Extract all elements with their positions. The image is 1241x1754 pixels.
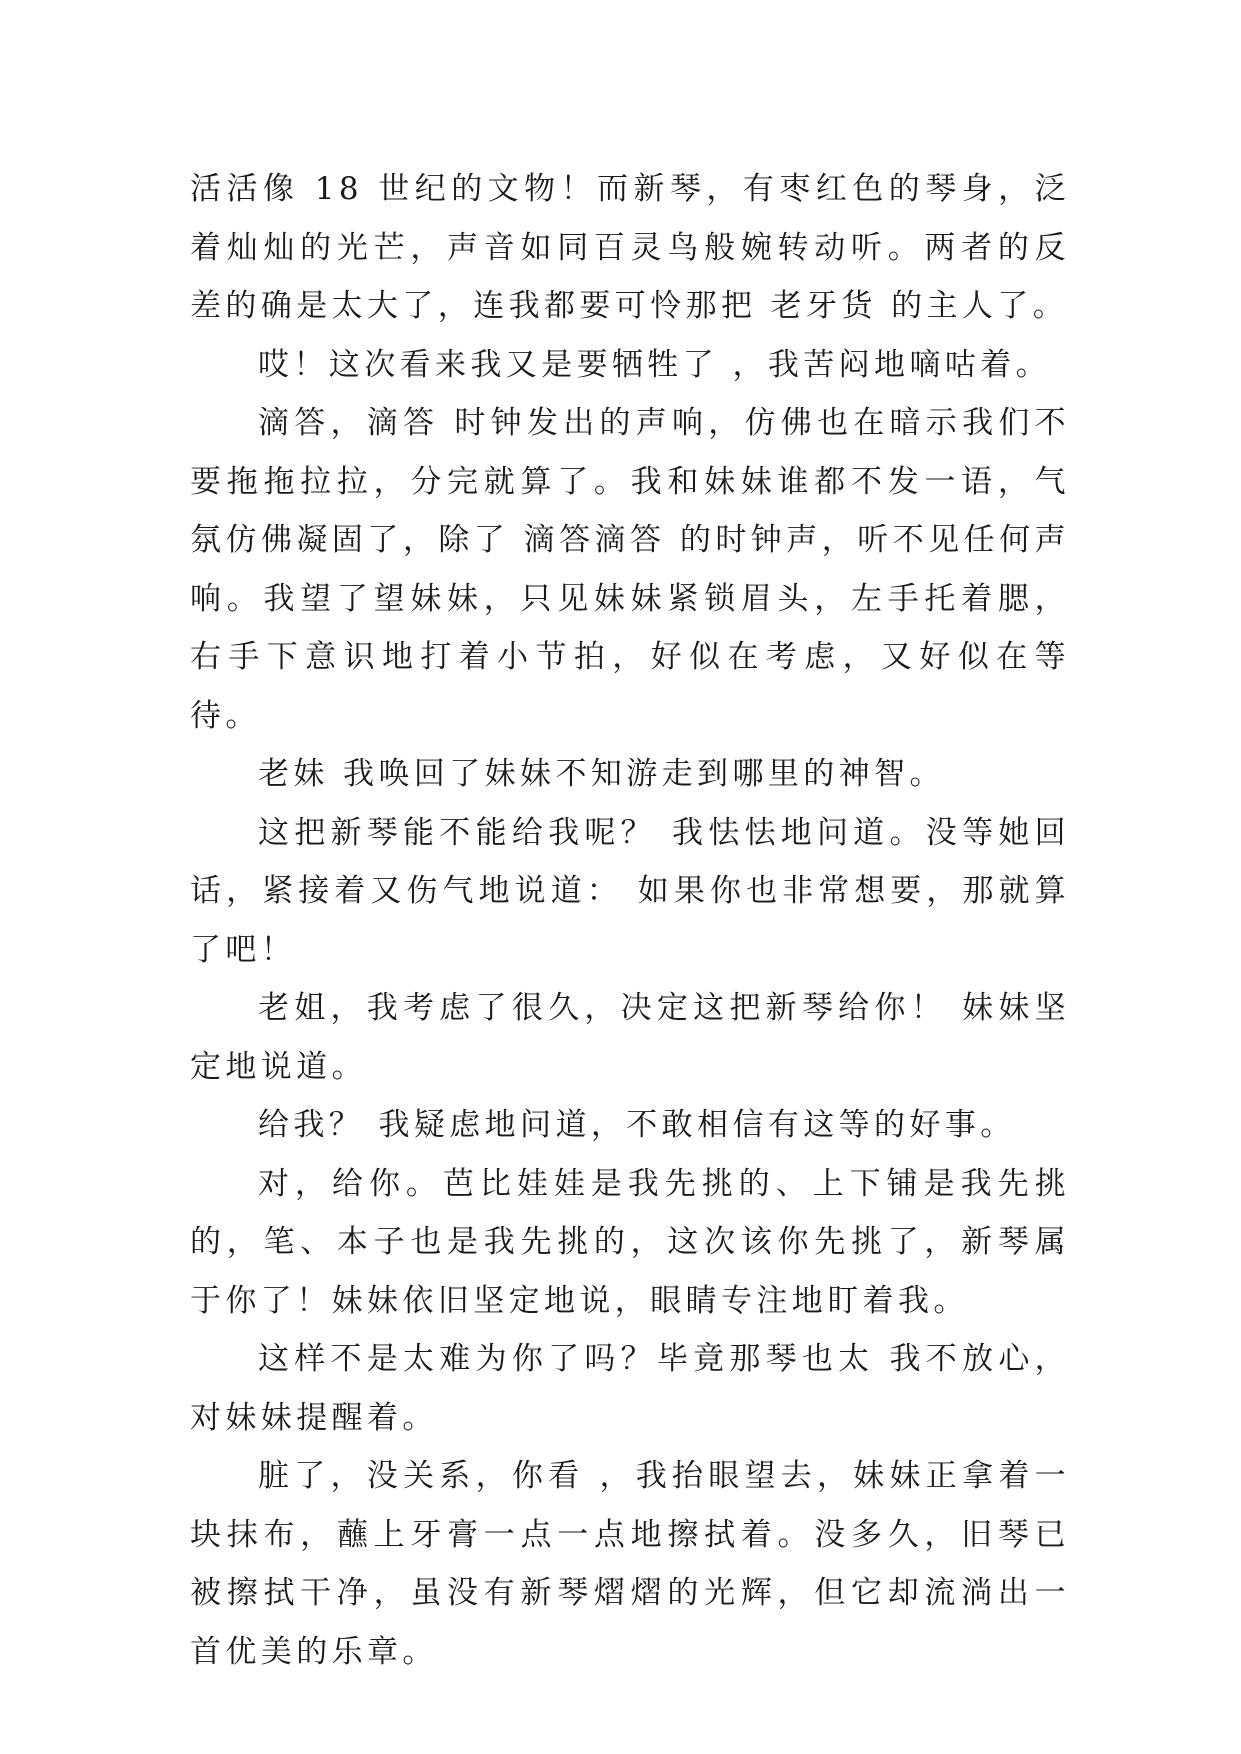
paragraph-continuation: 活活像 18 世纪的文物！而新琴，有枣红色的琴身，泛着灿灿的光芒，声音如同百灵鸟般婉转动听。两者的反差的确是太大了，连我都要可怜那把 老牙货 的主人了。 <box>190 171 1070 324</box>
paragraph: 滴答，滴答 时钟发出的声响，仿佛也在暗示我们不要拖拖拉拉，分完就算了。我和妹妹谁都不发一语，气氛仿佛凝固了，除了 滴答滴答 的时钟声，听不见任何声响。我望了望妹妹，只见妹妹紧锁眉头，左手托着腮，右手下意识地打着小节拍，好似在考虑，又好似在等待。 <box>190 405 1070 734</box>
paragraph: 老姐，我考虑了很久，决定这把新琴给你！ 妹妹坚定地说道。 <box>190 990 1070 1085</box>
text-column <box>190 160 1070 1681</box>
paragraph: 老妹 我唤回了妹妹不知游走到哪里的神智。 <box>258 756 945 792</box>
paragraph: 哎！这次看来我又是要牺牲了 ，我苦闷地嘀咕着。 <box>258 346 1052 383</box>
paragraph: 给我？ 我疑虑地问道，不敢相信有这等的好事。 <box>258 1107 1016 1143</box>
paragraph: 这样不是太难为你了吗？毕竟那琴也太 我不放心，对妹妹提醒着。 <box>190 1341 1070 1436</box>
paragraph: 这把新琴能不能给我呢？ 我怯怯地问道。没等她回话，紧接着又伤气地说道： 如果你也非常想要，那就算了吧！ <box>190 814 1070 968</box>
paragraph: 脏了，没关系，你看 ，我抬眼望去，妹妹正拿着一块抹布，蘸上牙膏一点一点地擦拭着。没多久，旧琴已被擦拭干净，虽没有新琴熠熠的光辉，但它却流淌出一首优美的乐章。 <box>190 1458 1070 1670</box>
paragraph: 对，给你。芭比娃娃是我先挑的、上下铺是我先挑的，笔、本子也是我先挑的，这次该你先挑了，新琴属于你了！妹妹依旧坚定地说，眼睛专注地盯着我。 <box>190 1165 1070 1319</box>
